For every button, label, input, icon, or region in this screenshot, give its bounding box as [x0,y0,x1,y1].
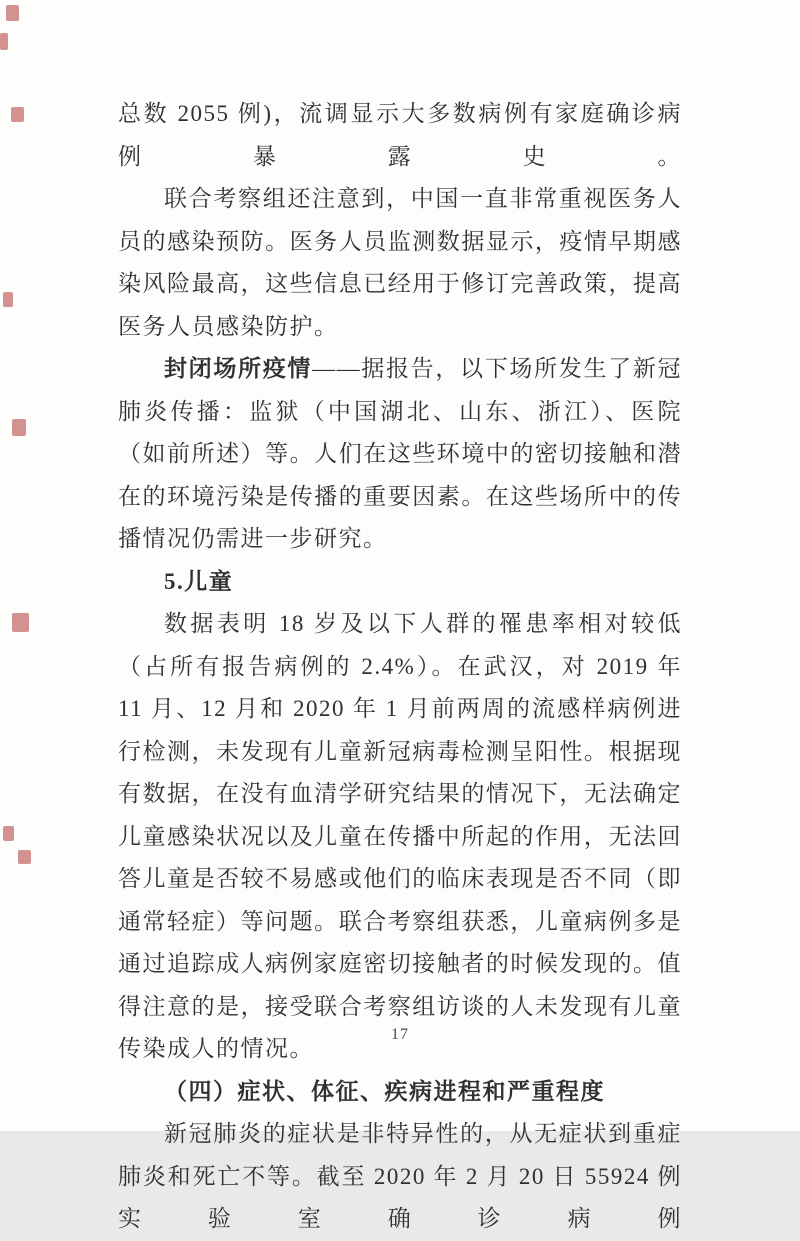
paragraph-case-total-continuation: 总数 2055 例)，流调显示大多数病例有家庭确诊病例暴露史。 [118,101,682,169]
heading-children: 5.儿童 [164,568,234,594]
page-footer [0,1026,800,1044]
closed-settings-bold-label: 封闭场所疫情 [164,356,313,381]
red-seal-fragment [18,850,31,864]
red-seal-fragment [0,33,8,50]
red-seal-fragment [12,613,29,632]
red-seal-fragment [11,107,24,122]
page-body-text [118,93,682,1241]
paragraph-closed-settings [118,348,682,561]
page-number: 17 [391,1026,409,1043]
paragraph-children-cases: 数据表明 18 岁及以下人群的罹患率相对较低（占所有报告病例的 2.4%）。在武汉，对 2019 年 11 月、12 月和 2020 年 1 月前两周的流感样病例进行检测，未发现有儿童新冠病毒检测呈阳性。根据现有数据，在没有血清学研究结果的情况下，无法确定儿童感染状况以及儿童在传播中所起的作用，无法回答儿童是否较不易感或他们的临床表现是否不同（即通常轻症）等问题。联合考察组获悉，儿童病例多是通过追踪成人病例家庭密切接触者的时候发现的。值得注意的是，接受联合考察组访谈的人未发现有儿童传染成人的情况。 [118,611,682,1061]
red-seal-fragment [3,826,14,841]
red-seal-fragment [6,5,19,21]
red-seal-fragment [3,292,13,307]
paragraph-symptoms-intro: 新冠肺炎的症状是非特异性的，从无症状到重症肺炎和死亡不等。截至 2020 年 2 月 20 日 55924 例实验室确诊病例 [118,1121,682,1231]
closed-settings-text: ——据报告，以下场所发生了新冠肺炎传播：监狱（中国湖北、山东、浙江）、医院（如前所述）等。人们在这些环境中的密切接触和潜在的环境污染是传播的重要因素。在这些场所中的传播情况仍需进一步研究。 [118,356,683,551]
red-seal-fragment [12,419,26,436]
paragraph-medical-staff-infection: 联合考察组还注意到，中国一直非常重视医务人员的感染预防。医务人员监测数据显示，疫情早期感染风险最高，这些信息已经用于修订完善政策，提高医务人员感染防护。 [118,186,682,339]
heading-section-four-symptoms: （四）症状、体征、疾病进程和严重程度 [164,1078,605,1104]
